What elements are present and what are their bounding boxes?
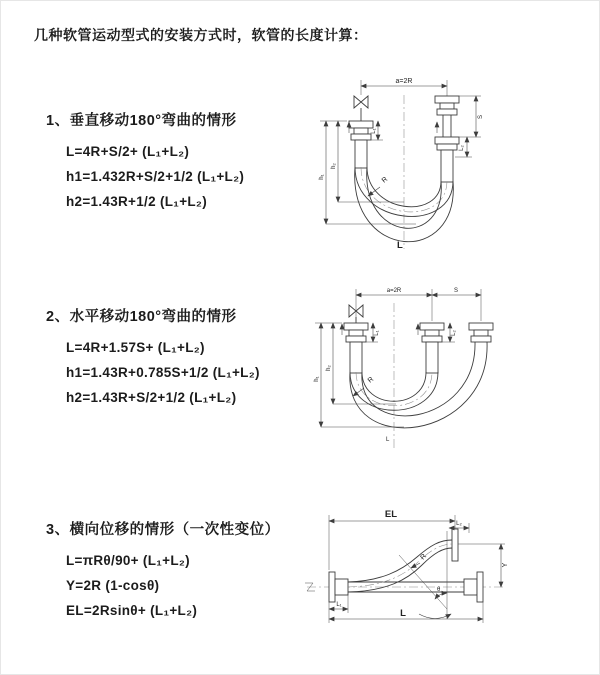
dim-label-l-total: L	[397, 240, 403, 251]
dim-label-h1: h₁	[319, 174, 325, 180]
dim-label-a2r: a=2R	[395, 78, 413, 85]
dim-label-s: S	[478, 114, 484, 120]
section-heading: 1、垂直移动180°弯曲的情形	[46, 113, 237, 129]
hose-fitting-right	[435, 96, 459, 182]
section-heading: 3、横向位移的情形（一次性变位）	[46, 522, 280, 538]
dim-label-s: S	[453, 288, 459, 294]
diagram-horizontal-180-bend	[304, 281, 594, 461]
dim-label-r: R	[380, 175, 390, 185]
hose-fitting-left	[349, 121, 373, 168]
dimension-l-total	[329, 602, 483, 623]
braid-section	[350, 342, 362, 373]
dim-label-l1: L₁	[336, 602, 342, 608]
formula-line: L=4R+S/2+ (L₁+L₂)	[66, 144, 190, 159]
hose-fitting-left	[329, 572, 348, 602]
formula-line: h2=1.43R+S/2+1/2 (L₁+L₂)	[66, 390, 237, 405]
dimension-s	[432, 288, 481, 295]
hose-fitting-right-moved	[469, 323, 493, 342]
formula-line: Y=2R (1-cosθ)	[66, 578, 160, 593]
dimension-a2r	[361, 78, 447, 96]
hose-fitting-left	[344, 323, 368, 373]
dim-label-theta: θ	[437, 587, 441, 593]
dim-label-l2: L₂	[451, 330, 457, 336]
dim-label-r: R	[419, 552, 428, 562]
formula-line: h1=1.43R+0.785S+1/2 (L₁+L₂)	[66, 365, 260, 380]
radius-leader	[368, 176, 389, 196]
diagram-vertical-180-bend	[304, 71, 594, 261]
dim-label-a2r: a=2R	[386, 288, 402, 294]
hose-fitting-middle	[420, 323, 444, 373]
formula-line: L=πRθ/90+ (L₁+L₂)	[66, 553, 190, 568]
angle-theta	[399, 531, 451, 619]
hose-fitting-right	[464, 572, 483, 602]
dim-label-l2: L₂	[459, 145, 465, 151]
section-horizontal-movement	[46, 305, 260, 410]
section-heading: 2、水平移动180°弯曲的情形	[46, 309, 237, 325]
braid-section	[355, 140, 367, 168]
dim-label-h1: h₁	[314, 376, 320, 382]
formula-line: EL=2Rsinθ+ (L₁+L₂)	[66, 603, 198, 618]
dim-label-l-total: L	[386, 437, 390, 443]
dim-label-h2: h₂	[331, 163, 337, 169]
dimension-a2r	[356, 288, 481, 321]
dim-label-h2: h₂	[326, 365, 332, 371]
braid-section	[426, 342, 438, 373]
formula-line: L=4R+1.57S+ (L₁+L₂)	[66, 340, 205, 355]
dim-label-l1: L₁	[374, 330, 380, 336]
dim-label-l2: L₂	[456, 521, 462, 527]
hose-curves	[348, 540, 452, 592]
formula-line: h2=1.43R+1/2 (L₁+L₂)	[66, 194, 208, 209]
valve-icon	[354, 96, 368, 121]
hose-fitting-displaced	[452, 529, 458, 561]
section-lateral-displacement	[46, 518, 280, 623]
page-title: 几种软管运动型式的安装方式时，软管的长度计算：	[34, 27, 368, 43]
dimension-el	[329, 509, 455, 570]
dim-label-l: L	[400, 608, 406, 619]
diagram-lateral-displacement	[299, 499, 600, 641]
dimension-s	[459, 96, 484, 137]
dim-label-l1: L₁	[371, 128, 377, 134]
dim-label-el: EL	[384, 509, 398, 520]
braid-section	[441, 150, 453, 182]
dim-label-y: Y	[502, 562, 509, 568]
section-vertical-movement	[46, 109, 244, 214]
formula-line: h1=1.432R+S/2+1/2 (L₁+L₂)	[66, 169, 245, 184]
dim-label-r: R	[366, 375, 376, 385]
